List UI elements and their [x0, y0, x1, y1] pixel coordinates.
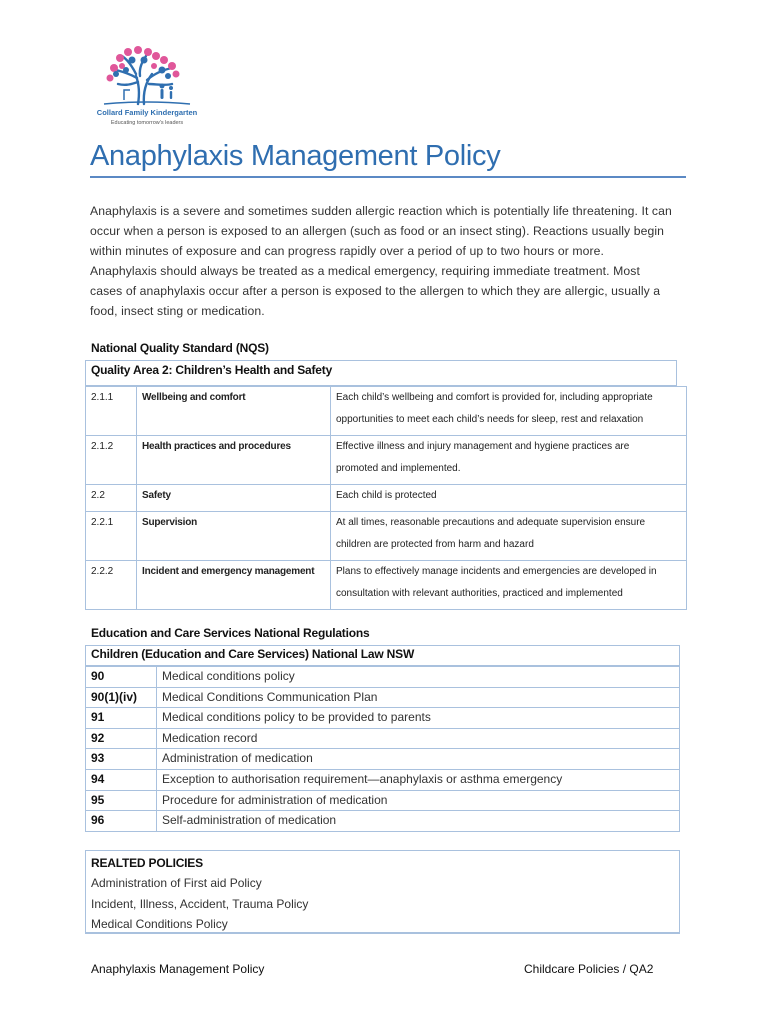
regulation-text: Self-administration of medication	[157, 811, 680, 832]
regulation-number: 90	[86, 667, 157, 688]
table-row	[86, 708, 680, 729]
intro-line: cases of anaphylaxis occur after a person is exposed to the allergen to which they are allergic, usually a	[90, 284, 661, 298]
intro-paragraph	[90, 201, 690, 321]
intro-line: Anaphylaxis should always be treated as a medical emergency, requiring immediate treatment. Most	[90, 264, 640, 278]
nqs-description	[331, 387, 687, 436]
table-row	[86, 687, 680, 708]
regulation-number: 94	[86, 769, 157, 790]
regulations-law: Children (Education and Care Services) National Law NSW	[85, 645, 680, 666]
description-line: children are protected from harm and hazard	[336, 539, 534, 550]
table-row	[86, 728, 680, 749]
regulation-text: Medical conditions policy to be provided to parents	[157, 708, 680, 729]
description-line: promoted and implemented.	[336, 463, 461, 474]
description-line: Each child’s wellbeing and comfort is provided for, including appropriate	[336, 392, 653, 403]
regulation-number: 93	[86, 749, 157, 770]
regulation-number: 90(1)(iv)	[86, 687, 157, 708]
regulation-text: Exception to authorisation requirement—anaphylaxis or asthma emergency	[157, 769, 680, 790]
nqs-element: Health practices and procedures	[137, 436, 331, 485]
nqs-code: 2.2.1	[86, 512, 137, 561]
nqs-table	[85, 386, 687, 610]
nqs-code: 2.2.2	[86, 561, 137, 610]
table-row	[86, 485, 687, 512]
regulation-number: 91	[86, 708, 157, 729]
description-line: Effective illness and injury management and hygiene practices are	[336, 441, 630, 452]
nqs-code: 2.1.1	[86, 387, 137, 436]
description-line: Each child is protected	[336, 490, 437, 501]
table-row	[86, 749, 680, 770]
nqs-code: 2.1.2	[86, 436, 137, 485]
table-row	[86, 667, 680, 688]
nqs-element: Incident and emergency management	[137, 561, 331, 610]
related-policies-heading: REALTED POLICIES	[91, 856, 203, 870]
intro-line: within minutes of exposure and can progress rapidly over a period of up to two hours or more.	[90, 244, 604, 258]
page-title: Anaphylaxis Management Policy	[90, 140, 686, 178]
table-row	[86, 387, 687, 436]
regulation-text: Procedure for administration of medication	[157, 790, 680, 811]
nqs-description	[331, 485, 687, 512]
related-policy-item: Administration of First aid Policy	[91, 876, 262, 890]
intro-line: food, insect sting or medication.	[90, 304, 265, 318]
nqs-quality-area: Quality Area 2: Children’s Health and Safety	[85, 360, 677, 386]
intro-line: Anaphylaxis is a severe and sometimes sudden allergic reaction which is potentially life threatening. It can	[90, 204, 672, 218]
related-policies-box	[85, 850, 680, 934]
logo-tagline: Educating tomorrow's leaders	[110, 120, 184, 126]
related-policy-item: Medical Conditions Policy	[91, 917, 228, 931]
nqs-heading: National Quality Standard (NQS)	[91, 341, 269, 355]
regulation-text: Administration of medication	[157, 749, 680, 770]
regulations-table	[85, 666, 680, 832]
regulation-text: Medical conditions policy	[157, 667, 680, 688]
description-line: opportunities to meet each child’s needs for sleep, rest and relaxation	[336, 414, 644, 425]
nqs-description	[331, 561, 687, 610]
nqs-description	[331, 512, 687, 561]
regulation-text: Medical Conditions Communication Plan	[157, 687, 680, 708]
nqs-element: Safety	[137, 485, 331, 512]
description-line: consultation with relevant authorities, practiced and implemented	[336, 588, 623, 599]
nqs-element: Supervision	[137, 512, 331, 561]
table-row	[86, 512, 687, 561]
nqs-description	[331, 436, 687, 485]
table-row	[86, 790, 680, 811]
regulation-number: 96	[86, 811, 157, 832]
kindergarten-logo	[92, 44, 202, 134]
intro-line: occur when a person is exposed to an allergen (such as food or an insect sting). Reactions usually begin	[90, 224, 665, 238]
footer-section: Childcare Policies / QA2	[524, 962, 654, 976]
table-row	[86, 436, 687, 485]
nqs-element: Wellbeing and comfort	[137, 387, 331, 436]
related-policy-item: Incident, Illness, Accident, Trauma Policy	[91, 896, 309, 911]
footer-title: Anaphylaxis Management Policy	[91, 962, 265, 976]
description-line: At all times, reasonable precautions and adequate supervision ensure	[336, 517, 646, 528]
table-row	[86, 561, 687, 610]
description-line: Plans to effectively manage incidents and emergencies are developed in	[336, 566, 657, 577]
table-row	[86, 769, 680, 790]
regulation-number: 95	[86, 790, 157, 811]
regulations-heading: Education and Care Services National Regulations	[91, 626, 370, 640]
nqs-code: 2.2	[86, 485, 137, 512]
regulation-number: 92	[86, 728, 157, 749]
logo-name: Collard Family Kindergarten	[96, 108, 198, 117]
regulation-text: Medication record	[157, 728, 680, 749]
table-row	[86, 811, 680, 832]
tree-logo-icon	[92, 44, 202, 108]
